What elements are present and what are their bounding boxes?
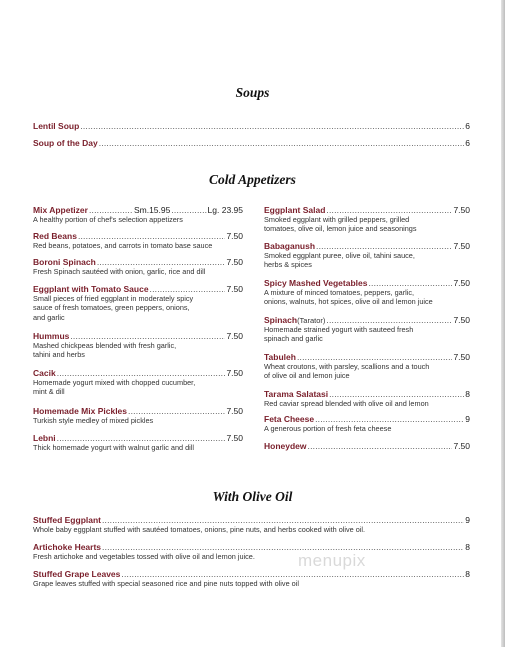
item-description: Grape leaves stuffed with special seasoned rice and pine nuts topped with olive oil	[33, 579, 299, 588]
menu-item-honeydew	[264, 441, 470, 451]
item-name: Boroni Spinach	[33, 257, 96, 267]
item-name-qualifier: (Tarator)	[297, 316, 326, 325]
menu-item-soup-of-the-day	[33, 138, 470, 148]
leader-dots	[308, 441, 453, 451]
item-description: A healthy portion of chef's selection appetizers	[33, 215, 183, 224]
leader-dots	[99, 138, 465, 148]
leader-dots	[329, 389, 464, 399]
item-price: 9	[465, 414, 470, 424]
item-description	[33, 378, 195, 397]
item-description: Fresh Spinach sautéed with onion, garlic, rice and dill	[33, 267, 206, 276]
item-name: Homemade Mix Pickles	[33, 406, 128, 416]
item-description: A generous portion of fresh feta cheese	[264, 424, 392, 433]
item-price-large: Lg. 23.95	[207, 205, 243, 215]
item-name: Feta Cheese	[264, 414, 315, 424]
item-description: Turkish style medley of mixed pickles	[33, 416, 154, 425]
item-name: Artichoke Hearts	[33, 542, 102, 552]
leader-dots	[57, 433, 226, 443]
item-description	[33, 294, 193, 322]
item-description-line: Mashed chickpeas blended with fresh garlic,	[33, 341, 177, 350]
item-name: Honeydew	[264, 441, 307, 451]
leader-dots	[78, 231, 226, 241]
menu-item-lebni	[33, 433, 243, 443]
item-price-small: Sm.15.95	[133, 205, 171, 215]
item-name: Tabuleh	[264, 352, 296, 362]
item-name: Hummus	[33, 331, 70, 341]
item-description: Whole baby eggplant stuffed with sautéed tomatoes, onions, pine nuts, and herbs cooked with olive oil.	[33, 525, 366, 534]
item-description-line: tomatoes, olive oil, lemon juice and seasonings	[264, 224, 417, 234]
item-description: Red caviar spread blended with olive oil and lemon	[264, 399, 429, 408]
leader-dots	[297, 352, 452, 362]
item-name: Spicy Mashed Vegetables	[264, 278, 368, 288]
item-name: Cacik	[33, 368, 56, 378]
item-name: Red Beans	[33, 231, 77, 241]
item-name: Mix Appetizer	[33, 205, 88, 215]
item-name: Spinach	[264, 315, 298, 325]
leader-dots	[128, 406, 225, 416]
item-price: 8	[465, 569, 470, 579]
item-price: 6	[465, 138, 470, 148]
menu-item-eggplant-with-tomato-sauce	[33, 284, 243, 294]
menu-item-homemade-mix-pickles	[33, 406, 243, 416]
menu-item-stuffed-grape-leaves	[33, 569, 470, 579]
item-price: 7.50	[453, 352, 470, 362]
item-price: 7.50	[226, 231, 243, 241]
menu-item-stuffed-eggplant	[33, 515, 470, 525]
item-description-line: sauce of fresh tomatoes, green peppers, onions,	[33, 303, 190, 313]
item-name: Eggplant with Tomato Sauce	[33, 284, 149, 294]
item-price: 9	[465, 515, 470, 525]
item-price: 7.50	[453, 278, 470, 288]
item-description-line: Homemade yogurt mixed with chopped cucumber,	[33, 378, 196, 387]
menu-item-red-beans	[33, 231, 243, 241]
menu-item-tarama-salatasi	[264, 389, 470, 399]
item-name: Soup of the Day	[33, 138, 98, 148]
leader-dots	[326, 315, 452, 325]
item-description: Red beans, potatoes, and carrots in tomato base sauce	[33, 241, 213, 250]
leader-dots	[102, 515, 464, 525]
leader-dots	[368, 278, 452, 288]
section-title-cold-appetizers: Cold Appetizers	[209, 172, 296, 187]
menupix-watermark: menupix	[298, 551, 366, 570]
leader-dots	[80, 121, 464, 131]
item-name: Lebni	[33, 433, 56, 443]
item-description	[264, 251, 415, 270]
leader-dots	[70, 331, 225, 341]
leader-dots	[171, 205, 206, 215]
menu-item-lentil-soup	[33, 121, 470, 131]
item-description-line: spinach and garlic	[264, 334, 323, 344]
item-description-line: Wheat croutons, with parsley, scallions and a touch	[264, 362, 430, 371]
item-description	[264, 362, 429, 381]
item-description-line: and garlic	[33, 312, 65, 322]
item-description-line: tahini and herbs	[33, 350, 85, 360]
item-price: 7.50	[226, 284, 243, 294]
item-description-line: Smoked eggplant with grilled peppers, grilled	[264, 215, 410, 224]
leader-dots	[97, 257, 226, 267]
item-price: 7.50	[453, 441, 470, 451]
menu-item-hummus	[33, 331, 243, 341]
item-name: Tarama Salatasi	[264, 389, 329, 399]
leader-dots	[326, 205, 452, 215]
item-price: 7.50	[226, 433, 243, 443]
item-price: 8	[465, 389, 470, 399]
menu-item-feta-cheese	[264, 414, 470, 424]
item-description-line: A mixture of minced tomatoes, peppers, garlic,	[264, 288, 415, 297]
item-price: 7.50	[453, 241, 470, 251]
item-description-line: of olive oil and lemon juice	[264, 371, 350, 381]
item-description-line: mint & dill	[33, 387, 65, 397]
section-title-soups: Soups	[235, 85, 270, 100]
item-price: 7.50	[226, 368, 243, 378]
item-description: Fresh artichoke and vegetables tossed with olive oil and lemon juice.	[33, 552, 255, 561]
leader-dots	[150, 284, 226, 294]
leader-dots	[57, 368, 226, 378]
menu-item-boroni-spinach	[33, 257, 243, 267]
menu-item-mix-appetizer	[33, 205, 243, 215]
item-description	[33, 341, 176, 360]
section-title-with-olive-oil: With Olive Oil	[212, 489, 293, 504]
leader-dots	[316, 241, 452, 251]
leader-dots	[121, 569, 464, 579]
item-description-line: Small pieces of fried eggplant in moderately spicy	[33, 294, 194, 303]
leader-dots	[315, 414, 464, 424]
item-description-line: onions, walnuts, hot spices, olive oil and lemon juice	[264, 297, 433, 307]
menu-item-tabuleh	[264, 352, 470, 362]
item-price: 7.50	[453, 205, 470, 215]
item-name: Stuffed Eggplant	[33, 515, 101, 525]
item-price: 7.50	[226, 406, 243, 416]
item-description	[264, 288, 433, 307]
item-name: Lentil Soup	[33, 121, 80, 131]
item-description	[264, 215, 417, 234]
item-description-line: herbs & spices	[264, 260, 312, 270]
item-price: 7.50	[226, 331, 243, 341]
item-price: 6	[465, 121, 470, 131]
item-description: Thick homemade yogurt with walnut garlic and dill	[33, 443, 195, 452]
menu-item-cacik	[33, 368, 243, 378]
item-description	[264, 325, 413, 344]
item-price: 8	[465, 542, 470, 552]
leader-dots	[102, 542, 464, 552]
item-description-line: Homemade strained yogurt with sauteed fresh	[264, 325, 414, 334]
menu-item-spicy-mashed-vegetables	[264, 278, 470, 288]
item-description-line: Smoked eggplant puree, olive oil, tahini sauce,	[264, 251, 415, 260]
item-name: Babaganush	[264, 241, 316, 251]
menu-item-eggplant-salad	[264, 205, 470, 215]
item-name: Stuffed Grape Leaves	[33, 569, 121, 579]
menu-item-babaganush	[264, 241, 470, 251]
item-price: 7.50	[226, 257, 243, 267]
menu-item-artichoke-hearts	[33, 542, 470, 552]
leader-dots	[89, 205, 133, 215]
item-price: 7.50	[453, 315, 470, 325]
item-name: Eggplant Salad	[264, 205, 326, 215]
